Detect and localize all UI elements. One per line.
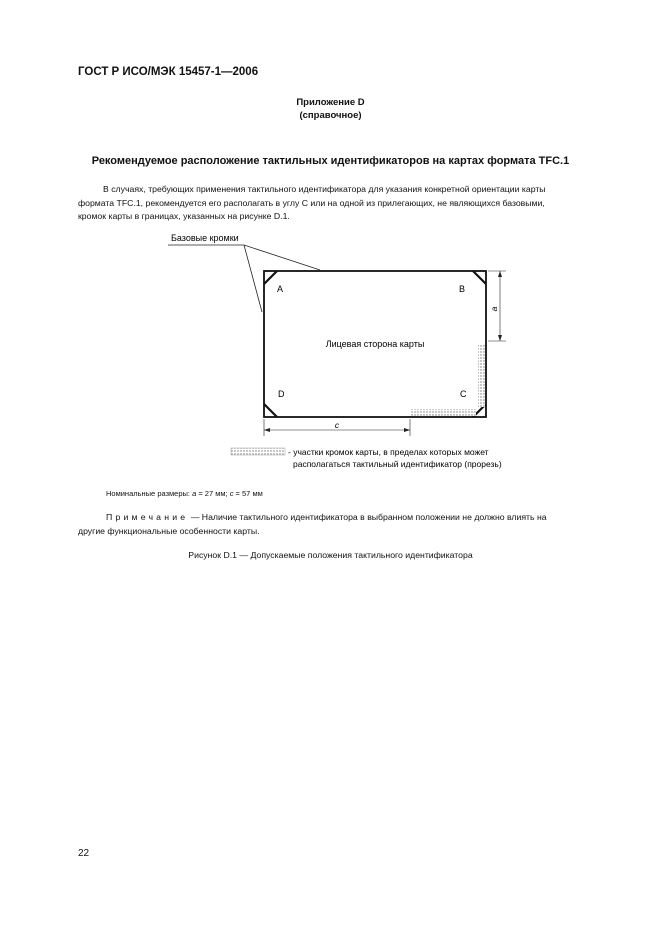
document-header: ГОСТ Р ИСО/МЭК 15457-1—2006: [78, 66, 259, 78]
leader-line-left-edge: [244, 245, 262, 312]
base-edges-label: Базовые кромки: [171, 233, 239, 243]
nominal-c-symbol: c: [229, 489, 234, 498]
corner-mark-a: [264, 271, 277, 284]
permitted-zone-bottom-edge: [410, 409, 476, 416]
paragraph-line-3: кромок карты в границах, указанных на рисунке D.1.: [78, 211, 290, 221]
corner-mark-b: [473, 271, 486, 284]
dim-c-label: c: [334, 420, 340, 430]
note-text: — Наличие тактильного идентификатора в выбранном положении не должно влиять на: [188, 512, 547, 522]
dim-a-arrow-top: [498, 271, 502, 277]
nominal-dimensions: [106, 489, 263, 498]
paragraph-line-1: В случаях, требующих применения тактильного идентификатора для указания конкретной ориентации карты: [103, 184, 546, 194]
appendix-title: Приложение D: [296, 97, 365, 108]
note-line-2: другие функциональные особенности карты.: [78, 525, 260, 536]
appendix-subtitle: (справочное): [299, 110, 362, 121]
note-label: Примечание: [106, 512, 189, 522]
corner-label-c: C: [460, 389, 467, 399]
leader-line-top-edge: [244, 245, 320, 270]
dim-a-arrow-bottom: [498, 335, 502, 341]
dim-c-arrow-right: [404, 428, 410, 432]
corner-mark-d: [264, 404, 277, 417]
note: [78, 511, 618, 538]
nominal-c-value: = 57 мм: [233, 489, 263, 498]
corner-label-b: B: [459, 284, 466, 294]
corner-label-a: A: [277, 284, 284, 294]
page-number: 22: [78, 848, 90, 859]
nominal-a-value: = 27 мм;: [196, 489, 230, 498]
legend-hatch-swatch: [231, 448, 285, 455]
figure-caption: Рисунок D.1 — Допускаемые положения тактильного идентификатора: [188, 550, 473, 560]
corner-label-d: D: [278, 389, 285, 399]
paragraph-line-2: формата TFC.1, рекомендуется его располагать в углу С или на одной из прилегающих, не являющихся базовыми,: [78, 197, 545, 208]
legend-line-2: располагаться тактильный идентификатор (прорезь): [293, 459, 502, 469]
legend-line-1: - участки кромок карты, в пределах которых может: [288, 447, 489, 457]
nominal-prefix: Номинальные размеры:: [106, 489, 193, 498]
card-face-label: Лицевая сторона карты: [325, 339, 425, 349]
permitted-zone-right-edge: [478, 345, 485, 407]
dim-c-arrow-left: [264, 428, 270, 432]
dim-a-label: a: [489, 306, 499, 312]
nominal-a-symbol: a: [192, 489, 197, 498]
section-title: Рекомендуемое расположение тактильных идентификаторов на картах формата TFC.1: [91, 155, 570, 167]
